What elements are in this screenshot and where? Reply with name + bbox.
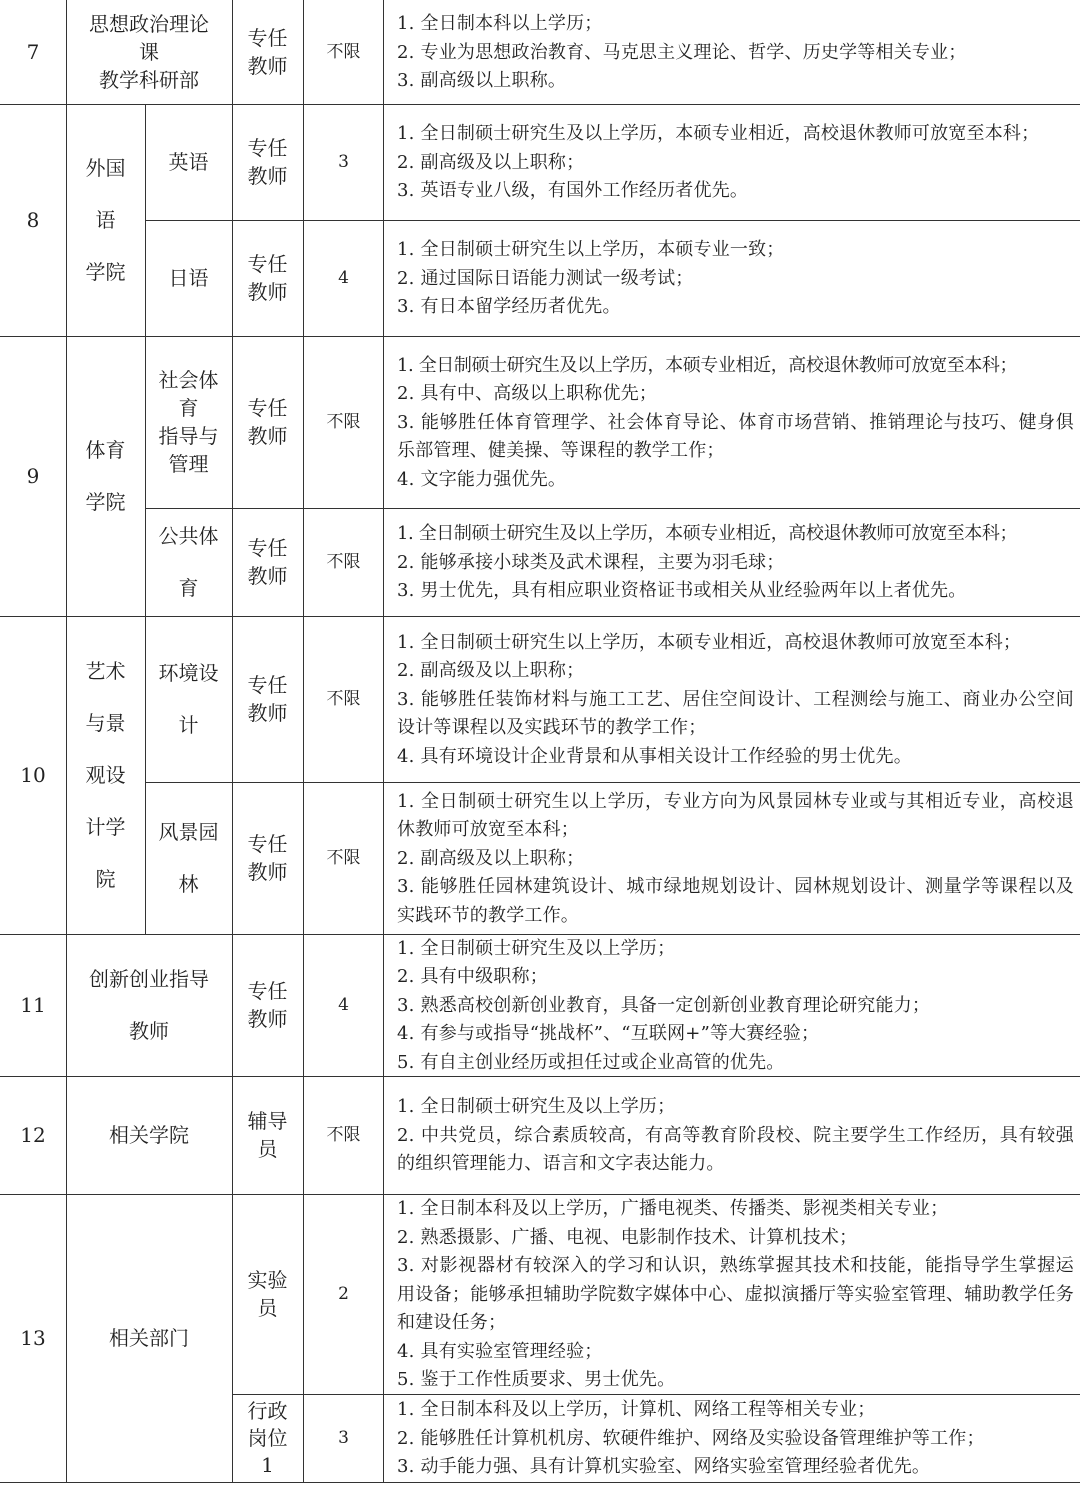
requirement-line: 1. 全日制硕士研究生及以上学历，本硕专业相近，高校退休教师可放宽至本科； xyxy=(397,354,1018,376)
requirement-line: 4. 具有环境设计企业背景和从事相关设计工作经验的男士优先。 xyxy=(397,745,912,767)
requirement-line: 4. 有参与或指导“挑战杯”、“互联网+”等大赛经验； xyxy=(397,1023,820,1045)
requirement-line: 1. 全日制硕士研究生以上学历，专业方向为风景园林专业或与其相近专业，高校退休教师可放宽至本科； xyxy=(397,790,1074,841)
requirement-line: 2. 具有中级职称； xyxy=(397,966,548,988)
headcount-cell: 不限 xyxy=(326,412,361,432)
grid-line xyxy=(0,104,1080,105)
headcount-cell: 3 xyxy=(338,1428,349,1448)
row-number: 9 xyxy=(26,464,40,488)
department-cell: 思想政治理论 课 教学科研部 xyxy=(89,12,209,92)
requirement-line: 3. 动手能力强、具有计算机实验室、网络实验室管理经验者优先。 xyxy=(397,1456,931,1478)
position-type-cell: 专任 教师 xyxy=(247,673,288,725)
headcount-cell: 不限 xyxy=(326,552,361,572)
row-number: 7 xyxy=(26,40,40,64)
requirement-line: 2. 专业为思想政治教育、马克思主义理论、哲学、历史学等相关专业； xyxy=(397,41,967,63)
headcount-cell: 不限 xyxy=(326,1125,361,1145)
requirement-line: 3. 男士优先，具有相应职业资格证书或相关从业经验两年以上者优先。 xyxy=(397,580,967,602)
grid-line xyxy=(145,104,146,934)
grid-line xyxy=(383,0,384,1482)
row-number: 11 xyxy=(20,993,46,1017)
grid-line xyxy=(66,0,67,1482)
requirement-line: 2. 副高级及以上职称； xyxy=(397,660,585,682)
grid-line xyxy=(0,616,1080,617)
grid-line xyxy=(303,0,304,1482)
requirement-line: 2. 副高级及以上职称； xyxy=(397,151,585,173)
grid-line xyxy=(145,782,1080,783)
major-cell: 社会体 育 指导与 管理 xyxy=(158,368,219,476)
requirement-line: 4. 文字能力强优先。 xyxy=(397,468,567,490)
headcount-cell: 不限 xyxy=(326,848,361,868)
requirement-line: 5. 有自主创业经历或担任过或企业高管的优先。 xyxy=(397,1051,785,1073)
department-cell: 体育 学院 xyxy=(85,438,126,514)
grid-line xyxy=(0,934,1080,935)
requirements-cell xyxy=(384,616,1080,782)
requirement-line: 2. 具有中、高级以上职称优先； xyxy=(397,383,658,405)
position-type-cell: 专任 教师 xyxy=(247,536,288,588)
position-type-cell: 专任 教师 xyxy=(247,832,288,884)
position-type-cell: 实验 员 xyxy=(247,1268,288,1320)
grid-line xyxy=(0,1482,1080,1483)
department-cell: 外国 语 学院 xyxy=(85,156,126,284)
requirements-cell xyxy=(384,1394,1080,1482)
requirements-cell xyxy=(384,782,1080,934)
requirement-line: 5. 鉴于工作性质要求、男士优先。 xyxy=(397,1369,676,1391)
grid-line xyxy=(0,1194,1080,1195)
grid-line xyxy=(145,220,1080,221)
grid-line xyxy=(232,1394,1080,1395)
requirements-cell xyxy=(384,1076,1080,1194)
requirement-line: 3. 英语专业八级，有国外工作经历者优先。 xyxy=(397,180,749,202)
headcount-cell: 2 xyxy=(338,1284,349,1304)
requirement-line: 3. 熟悉高校创新创业教育，具备一定创新创业教育理论研究能力； xyxy=(397,994,931,1016)
headcount-cell: 4 xyxy=(338,995,349,1015)
requirement-line: 1. 全日制本科及以上学历，计算机、网络工程等相关专业； xyxy=(397,1399,876,1421)
requirement-line: 1. 全日制本科及以上学历，广播电视类、传播类、影视类相关专业； xyxy=(397,1197,949,1219)
requirement-line: 3. 能够胜任体育管理学、社会体育导论、体育市场营销、推销理论与技巧、健身俱乐部管理、健美操、等课程的教学工作； xyxy=(397,411,1074,462)
department-cell: 相关部门 xyxy=(109,1326,189,1350)
requirement-line: 3. 有日本留学经历者优先。 xyxy=(397,296,621,318)
position-type-cell: 专任 教师 xyxy=(247,26,288,78)
position-type-cell: 专任 教师 xyxy=(247,252,288,304)
row-number: 13 xyxy=(20,1326,46,1350)
position-type-cell: 专任 教师 xyxy=(247,979,288,1031)
row-number: 10 xyxy=(20,763,46,787)
requirement-line: 1. 全日制硕士研究生以上学历，本硕专业一致； xyxy=(397,239,785,261)
headcount-cell: 不限 xyxy=(326,42,361,62)
major-cell: 环境设 计 xyxy=(158,661,219,737)
requirements-cell xyxy=(384,336,1080,508)
requirement-line: 2. 能够承接小球类及武术课程，主要为羽毛球； xyxy=(397,551,785,573)
requirement-line: 2. 中共党员，综合素质较高，有高等教育阶段校、院主要学生工作经历，具有较强的组织管理能力、语言和文字表达能力。 xyxy=(397,1124,1074,1175)
row-number: 8 xyxy=(26,208,40,232)
department-cell: 创新创业指导 教师 xyxy=(89,967,209,1043)
requirements-cell xyxy=(384,934,1080,1076)
requirement-line: 1. 全日制硕士研究生及以上学历； xyxy=(397,937,676,959)
requirements-cell xyxy=(384,1194,1080,1394)
requirement-line: 2. 副高级及以上职称； xyxy=(397,847,585,869)
grid-line xyxy=(232,0,233,1482)
requirements-cell xyxy=(384,0,1080,104)
department-cell: 艺术 与景 观设 计学 院 xyxy=(85,659,126,891)
major-cell: 风景园 林 xyxy=(158,820,219,896)
requirements-cell xyxy=(384,104,1080,220)
requirement-line: 2. 能够胜任计算机机房、软硬件维护、网络及实验设备管理维护等工作； xyxy=(397,1427,985,1449)
requirement-line: 2. 通过国际日语能力测试一级考试； xyxy=(397,267,694,289)
requirement-line: 1. 全日制硕士研究生及以上学历，本硕专业相近，高校退休教师可放宽至本科； xyxy=(397,123,1040,145)
requirement-line: 3. 能够胜任园林建筑设计、城市绿地规划设计、园林规划设计、测量学等课程以及实践环节的教学工作。 xyxy=(397,876,1074,926)
position-type-cell: 行政 岗位 1 xyxy=(247,1398,288,1477)
requirement-line: 3. 能够胜任装饰材料与施工工艺、居住空间设计、工程测绘与施工、商业办公空间设计等课程以及实践环节的教学工作； xyxy=(397,688,1074,739)
grid-line xyxy=(145,508,1080,509)
requirements-cell xyxy=(384,508,1080,616)
major-cell: 英语 xyxy=(168,150,209,174)
requirement-line: 2. 熟悉摄影、广播、电视、电影制作技术、计算机技术； xyxy=(397,1226,858,1248)
headcount-cell: 不限 xyxy=(326,689,361,709)
requirements-cell xyxy=(384,220,1080,336)
requirement-line: 3. 对影视器材有较深入的学习和认识，熟练掌握其技术和技能，能指导学生掌握运用设备；能够承担辅助学院数字媒体中心、虚拟演播厅等实验室管理、辅助教学任务和建设任务； xyxy=(397,1255,1074,1334)
requirement-line: 1. 全日制硕士研究生及以上学历； xyxy=(397,1096,676,1118)
position-type-cell: 专任 教师 xyxy=(247,396,288,448)
requirement-line: 1. 全日制硕士研究生以上学历，本硕专业相近，高校退休教师可放宽至本科； xyxy=(397,631,1022,653)
major-cell: 日语 xyxy=(168,266,209,290)
position-type-cell: 辅导 员 xyxy=(247,1109,288,1161)
grid-line xyxy=(0,1076,1080,1077)
row-number: 12 xyxy=(20,1123,46,1147)
headcount-cell: 3 xyxy=(338,152,349,172)
major-cell: 公共体 育 xyxy=(158,524,219,600)
requirement-line: 4. 具有实验室管理经验； xyxy=(397,1340,603,1362)
department-cell: 相关学院 xyxy=(109,1123,189,1147)
requirement-line: 3. 副高级以上职称。 xyxy=(397,70,567,92)
headcount-cell: 4 xyxy=(338,268,349,288)
grid-line xyxy=(0,336,1080,337)
requirement-line: 1. 全日制本科以上学历； xyxy=(397,13,603,35)
position-type-cell: 专任 教师 xyxy=(247,136,288,188)
requirement-line: 1. 全日制硕士研究生及以上学历，本硕专业相近，高校退休教师可放宽至本科； xyxy=(397,523,1018,545)
